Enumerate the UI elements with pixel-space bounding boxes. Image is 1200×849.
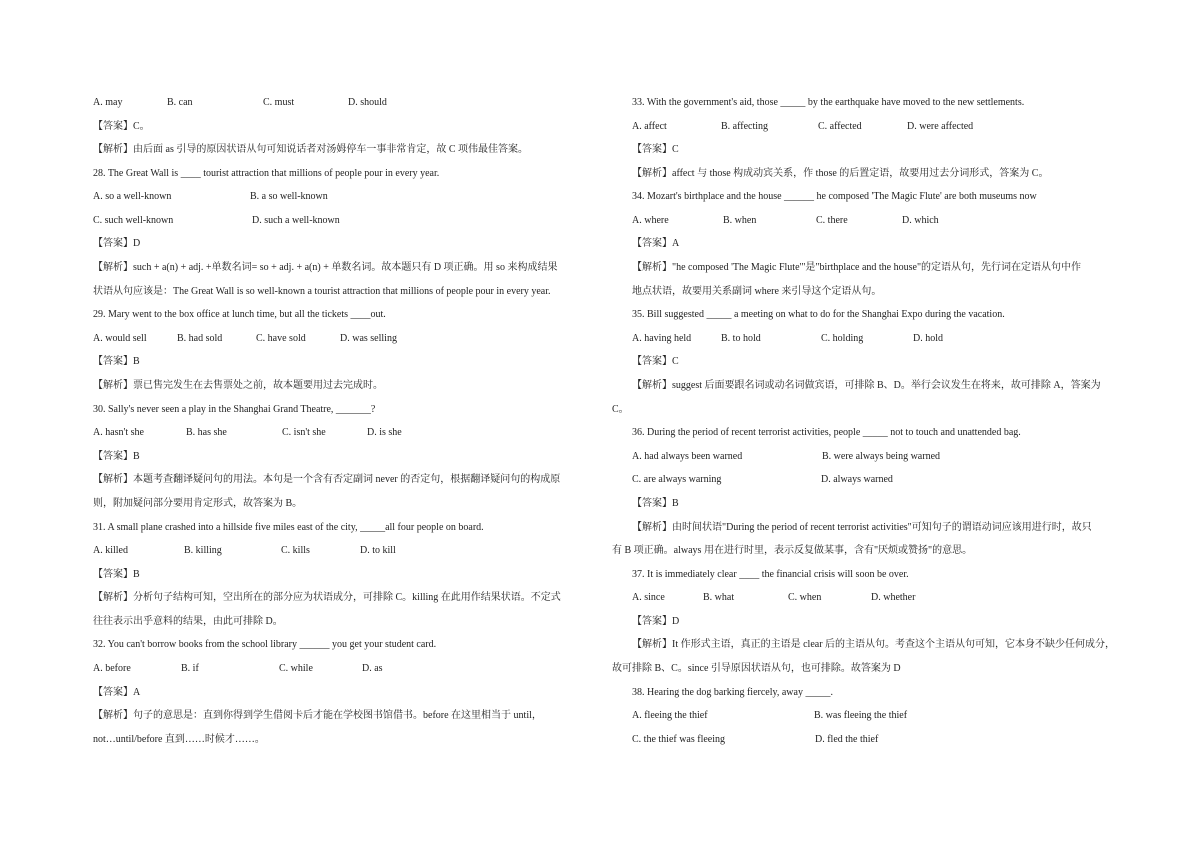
- option-c: C. have sold: [256, 333, 306, 344]
- q34-question: 34. Mozart's birthplace and the house ______ he composed 'The Magic Flute' are both museums now: [632, 191, 1037, 202]
- option-a: A. affect: [632, 121, 667, 132]
- option-c: C. the thief was fleeing: [632, 734, 726, 745]
- option-a: A. hasn't she: [93, 427, 144, 438]
- option-b: B. affecting: [721, 121, 769, 132]
- option-d: D. should: [348, 97, 387, 108]
- option-b: B. if: [181, 663, 199, 674]
- option-c: C. are always warning: [632, 474, 722, 485]
- option-d: D. is she: [367, 427, 402, 438]
- q34-answer: 【答案】A: [632, 238, 680, 249]
- q27-explanation: 【解析】由后面 as 引导的原因状语从句可知说话者对汤姆停车一事非常肯定，故 C 项伟最佳答案。: [93, 144, 528, 155]
- option-a: A. before: [93, 663, 131, 674]
- q29-explanation: 【解析】票已售完发生在去售票处之前，故本题要用过去完成时。: [93, 380, 383, 391]
- option-a: A. so a well-known: [93, 191, 172, 202]
- option-b: B. what: [703, 592, 735, 603]
- option-d: D. to kill: [360, 545, 396, 556]
- option-b: B. were always being warned: [822, 451, 941, 462]
- q32-question: 32. You can't borrow books from the school library ______ you get your student card.: [93, 639, 437, 650]
- option-c: C. holding: [821, 333, 864, 344]
- q34-explanation-2: 地点状语，故要用关系副词 where 来引导这个定语从句。: [632, 286, 882, 297]
- q34-explanation-1: 【解析】"he composed 'The Magic Flute'"是"birthplace and the house"的定语从句，先行词在定语从句中作: [632, 262, 1082, 273]
- option-a: A. would sell: [93, 333, 147, 344]
- option-b: B. killing: [184, 545, 222, 556]
- option-c: C. must: [263, 97, 295, 108]
- option-c: C. when: [788, 592, 822, 603]
- q29-question: 29. Mary went to the box office at lunch time, but all the tickets ____out.: [93, 309, 386, 320]
- option-c: C. such well-known: [93, 215, 174, 226]
- option-a: A. killed: [93, 545, 128, 556]
- q30-question: 30. Sally's never seen a play in the Shanghai Grand Theatre, _______?: [93, 404, 376, 415]
- q36-explanation-1: 【解析】由时间状语"During the period of recent terrorist activities"可知句子的谓语动词应该用进行时，故只: [632, 522, 1092, 533]
- option-b: B. when: [723, 215, 757, 226]
- q31-explanation-1: 【解析】分析句子结构可知，空出所在的部分应为状语成分，可排除 C。killing 在此用作结果状语。不定式: [93, 592, 561, 603]
- option-b: B. to hold: [721, 333, 761, 344]
- q28-answer: 【答案】D: [93, 238, 141, 249]
- option-d: D. such a well-known: [252, 215, 340, 226]
- option-d: D. were affected: [907, 121, 974, 132]
- option-b: B. can: [167, 97, 193, 108]
- q30-explanation-2: 则，附加疑问部分要用肯定形式，故答案为 B。: [93, 498, 303, 509]
- q30-answer: 【答案】B: [93, 451, 140, 462]
- q32-answer: 【答案】A: [93, 687, 141, 698]
- q31-explanation-2: 往往表示出乎意料的结果，由此可排除 D。: [93, 616, 283, 627]
- option-b: B. was fleeing the thief: [814, 710, 908, 721]
- q33-answer: 【答案】C: [632, 144, 679, 155]
- q28-explanation-2: 状语从句应该是：The Great Wall is so well-known a tourist attraction that millions of people pour in every year.: [93, 286, 551, 297]
- option-a: A. may: [93, 97, 123, 108]
- q28-explanation-1: 【解析】such + a(n) + adj. +单数名词= so + adj. + a(n) + 单数名词。故本题只有 D 项正确。用 so 来构成结果: [93, 262, 558, 273]
- q31-question: 31. A small plane crashed into a hillside five miles east of the city, _____all four people on board.: [93, 522, 484, 533]
- option-a: A. where: [632, 215, 669, 226]
- option-a: A. fleeing the thief: [632, 710, 708, 721]
- q35-explanation-2: C。: [612, 404, 629, 415]
- option-d: D. was selling: [340, 333, 397, 344]
- option-d: D. always warned: [821, 474, 893, 485]
- q27-answer: 【答案】C。: [93, 121, 150, 132]
- option-b: B. has she: [186, 427, 227, 438]
- option-b: B. had sold: [177, 333, 223, 344]
- q37-answer: 【答案】D: [632, 616, 680, 627]
- option-d: D. fled the thief: [815, 734, 879, 745]
- option-a: A. had always been warned: [632, 451, 743, 462]
- option-b: B. a so well-known: [250, 191, 328, 202]
- option-a: A. having held: [632, 333, 692, 344]
- q30-explanation-1: 【解析】本题考查翻译疑问句的用法。本句是一个含有否定副词 never 的否定句，根据翻译疑问句的构成原: [93, 474, 561, 485]
- option-a: A. since: [632, 592, 665, 603]
- q38-question: 38. Hearing the dog barking fiercely, away _____.: [632, 687, 833, 698]
- option-c: C. while: [279, 663, 313, 674]
- q36-explanation-2: 有 B 项正确。always 用在进行时里，表示反复做某事，含有"厌烦或赞扬"的意思。: [612, 545, 973, 556]
- q36-question: 36. During the period of recent terrorist activities, people _____ not to touch and unattended bag.: [632, 427, 1021, 438]
- q36-answer: 【答案】B: [632, 498, 679, 509]
- option-c: C. affected: [818, 121, 862, 132]
- q33-question: 33. With the government's aid, those _____ by the earthquake have moved to the new settlements.: [632, 97, 1025, 108]
- q32-explanation-2: not…until/before 直到……时候才……。: [93, 734, 265, 745]
- q37-question: 37. It is immediately clear ____ the financial crisis will soon be over.: [632, 569, 909, 580]
- q32-explanation-1: 【解析】句子的意思是：直到你得到学生借阅卡后才能在学校图书馆借书。before 在这里相当于 until，: [93, 710, 542, 721]
- option-d: D. hold: [913, 333, 943, 344]
- option-d: D. as: [362, 663, 383, 674]
- q37-explanation-1: 【解析】It 作形式主语，真正的主语是 clear 后的主语从句。考查这个主语从句可知，它本身不缺少任何成分，: [632, 639, 1116, 650]
- q35-explanation-1: 【解析】suggest 后面要跟名词或动名词做宾语，可排除 B、D。举行会议发生在将来，故可排除 A，答案为: [632, 380, 1101, 391]
- q35-answer: 【答案】C: [632, 356, 679, 367]
- option-d: D. which: [902, 215, 939, 226]
- option-d: D. whether: [871, 592, 916, 603]
- q29-answer: 【答案】B: [93, 356, 140, 367]
- q33-explanation: 【解析】affect 与 those 构成动宾关系，作 those 的后置定语，故要用过去分词形式，答案为 C。: [632, 168, 1049, 179]
- option-c: C. kills: [281, 545, 310, 556]
- option-c: C. isn't she: [282, 427, 326, 438]
- q35-question: 35. Bill suggested _____ a meeting on what to do for the Shanghai Expo during the vacation.: [632, 309, 1005, 320]
- q37-explanation-2: 故可排除 B、C。since 引导原因状语从句，也可排除。故答案为 D: [612, 663, 901, 674]
- option-c: C. there: [816, 215, 848, 226]
- q28-question: 28. The Great Wall is ____ tourist attraction that millions of people pour in every year.: [93, 168, 440, 179]
- q31-answer: 【答案】B: [93, 569, 140, 580]
